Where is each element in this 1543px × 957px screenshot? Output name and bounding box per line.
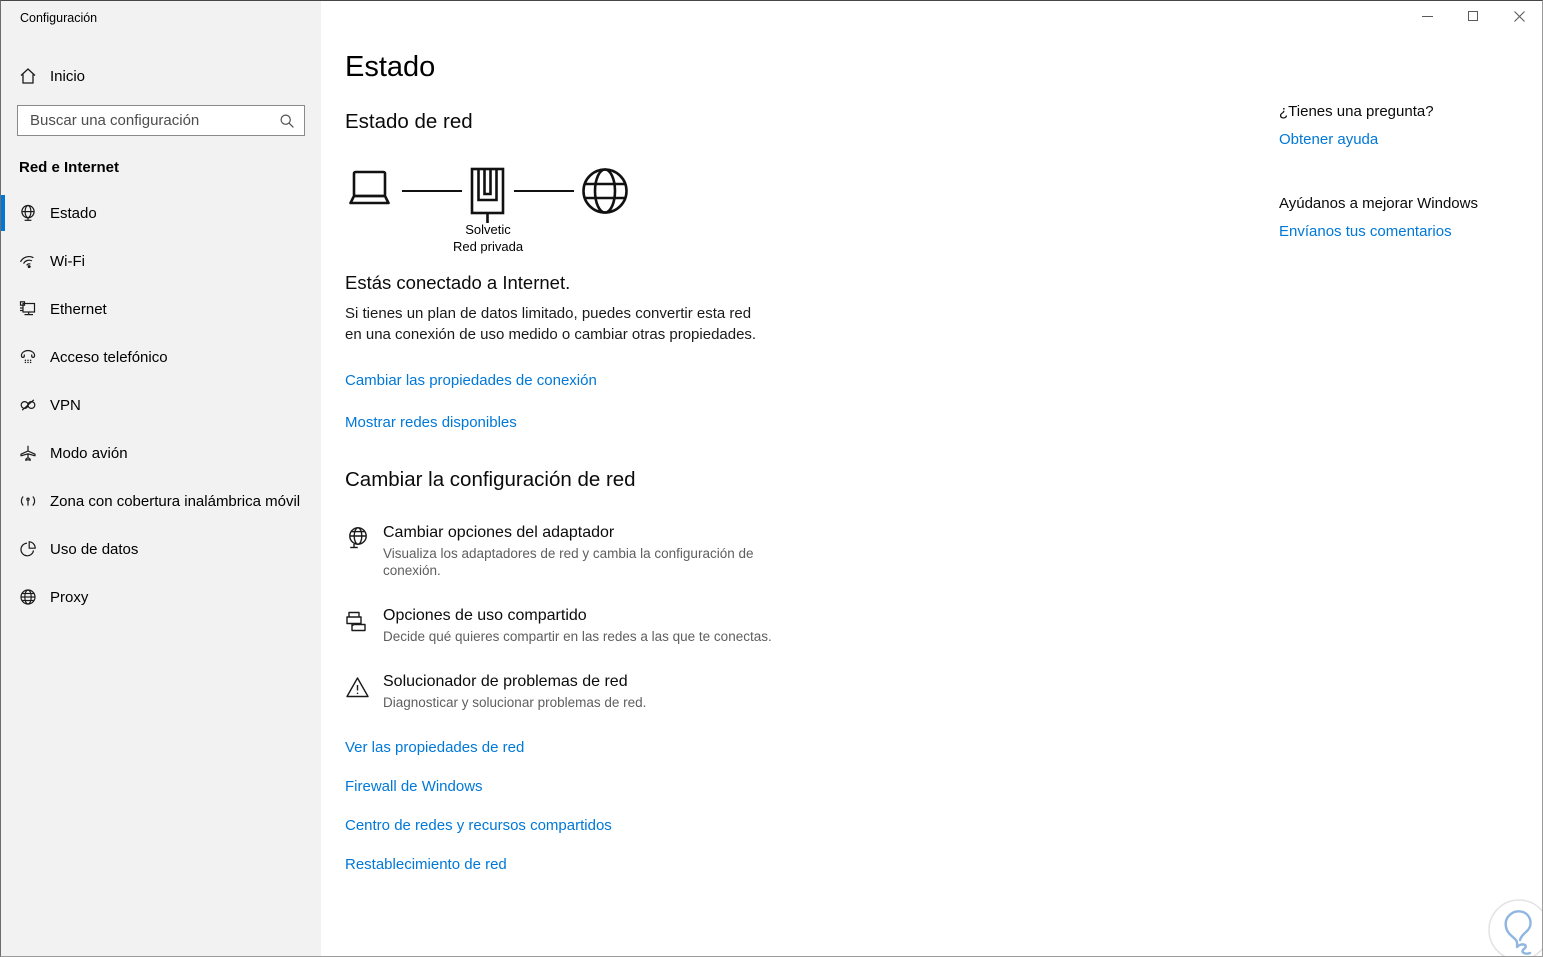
sidebar-item-label: Uso de datos <box>50 540 139 558</box>
tip-bulb-button[interactable] <box>1487 898 1543 957</box>
settings-item-title: Opciones de uso compartido <box>383 607 587 624</box>
network-sharing-center-link[interactable]: Centro de redes y recursos compartidos <box>345 817 612 834</box>
window-title: Configuración <box>20 11 98 25</box>
improve-windows-heading: Ayúdanos a mejorar Windows <box>1279 195 1478 212</box>
get-help-link[interactable]: Obtener ayuda <box>1279 131 1379 148</box>
sidebar-item-airplane-mode[interactable] <box>1 435 321 471</box>
network-links <box>345 739 1105 873</box>
sidebar <box>1 1 321 956</box>
sidebar-section-title: Red e Internet <box>19 159 120 176</box>
airplane-icon <box>19 444 37 462</box>
sidebar-home-label: Inicio <box>50 67 86 85</box>
view-network-properties-link[interactable]: Ver las propiedades de red <box>345 739 525 756</box>
sidebar-item-label: Proxy <box>50 588 89 606</box>
sidebar-item-dialup[interactable] <box>1 339 321 375</box>
sidebar-item-mobile-hotspot[interactable] <box>1 483 321 519</box>
internet-globe-icon <box>581 167 629 215</box>
sidebar-item-label: Acceso telefónico <box>50 348 168 366</box>
data-usage-pie-icon <box>19 540 37 558</box>
connection-status-description: Si tienes un plan de datos limitado, puedes convertir esta red en una conexión de uso medido o cambiar otras propiedades. <box>345 305 757 343</box>
settings-item-network-troubleshooter[interactable] <box>345 673 1105 711</box>
network-diagram <box>345 167 1105 254</box>
sidebar-item-data-usage[interactable] <box>1 531 321 567</box>
laptop-icon <box>345 170 395 212</box>
home-icon <box>19 67 37 85</box>
close-icon <box>1514 11 1525 22</box>
help-panel <box>1279 103 1539 240</box>
network-name: Solvetic <box>465 222 511 237</box>
change-connection-properties-link[interactable]: Cambiar las propiedades de conexión <box>345 372 597 389</box>
settings-item-adapter-options[interactable] <box>345 524 1105 579</box>
sidebar-item-label: Modo avión <box>50 444 128 462</box>
settings-item-title: Solucionador de problemas de red <box>383 673 628 690</box>
search-box[interactable] <box>17 105 305 136</box>
hotspot-icon <box>19 492 37 510</box>
show-available-networks-link[interactable]: Mostrar redes disponibles <box>345 414 517 431</box>
sidebar-nav <box>1 195 321 615</box>
sidebar-item-label: Wi-Fi <box>50 252 85 270</box>
ethernet-connector-icon <box>469 167 507 227</box>
search-icon[interactable] <box>279 113 295 129</box>
network-settings-list <box>345 524 1105 711</box>
close-button[interactable] <box>1496 1 1542 31</box>
maximize-button[interactable] <box>1450 1 1496 31</box>
vpn-icon <box>19 396 37 414</box>
help-question-heading: ¿Tienes una pregunta? <box>1279 103 1434 120</box>
change-network-settings-heading: Cambiar la configuración de red <box>345 468 636 491</box>
connection-labels <box>453 221 523 255</box>
adapter-options-icon <box>345 526 370 551</box>
sidebar-item-estado[interactable] <box>1 195 321 231</box>
caption-buttons <box>1404 1 1542 31</box>
ethernet-icon <box>19 300 37 318</box>
settings-item-description: Decide qué quieres compartir en las redes a las que te conectas. <box>383 629 772 644</box>
windows-firewall-link[interactable]: Firewall de Windows <box>345 778 483 795</box>
warning-triangle-icon <box>345 675 370 700</box>
sharing-options-icon <box>345 609 370 634</box>
settings-item-title: Cambiar opciones del adaptador <box>383 524 615 541</box>
main-content <box>321 1 1542 956</box>
network-reset-link[interactable]: Restablecimiento de red <box>345 856 507 873</box>
search-input[interactable] <box>30 112 279 129</box>
connection-line <box>514 190 574 193</box>
proxy-globe-icon <box>19 588 37 606</box>
sidebar-item-vpn[interactable] <box>1 387 321 423</box>
network-type: Red privada <box>452 239 524 254</box>
connection-status-message: Estás conectado a Internet. <box>345 272 571 293</box>
settings-item-description: Diagnosticar y solucionar problemas de red. <box>383 695 647 710</box>
minimize-icon <box>1422 16 1433 17</box>
network-status-heading: Estado de red <box>345 110 473 133</box>
minimize-button[interactable] <box>1404 1 1450 31</box>
sidebar-item-ethernet[interactable] <box>1 291 321 327</box>
sidebar-item-proxy[interactable] <box>1 579 321 615</box>
maximize-icon <box>1468 11 1478 21</box>
settings-item-sharing-options[interactable] <box>345 607 1105 645</box>
sidebar-item-label: VPN <box>50 396 81 414</box>
sidebar-item-home[interactable] <box>1 58 321 94</box>
sidebar-item-label: Ethernet <box>50 300 107 318</box>
network-status-icon <box>19 204 37 222</box>
wifi-icon <box>19 252 37 270</box>
lightbulb-icon <box>1487 898 1543 957</box>
sidebar-item-wifi[interactable] <box>1 243 321 279</box>
settings-item-description: Visualiza los adaptadores de red y cambia la configuración de conexión. <box>383 546 754 578</box>
page-title: Estado <box>345 51 436 83</box>
dialup-phone-icon <box>19 348 37 366</box>
send-feedback-link[interactable]: Envíanos tus comentarios <box>1279 223 1452 240</box>
connection-line <box>402 190 462 193</box>
sidebar-item-label: Estado <box>50 204 97 222</box>
sidebar-item-label: Zona con cobertura inalámbrica móvil <box>50 492 301 510</box>
